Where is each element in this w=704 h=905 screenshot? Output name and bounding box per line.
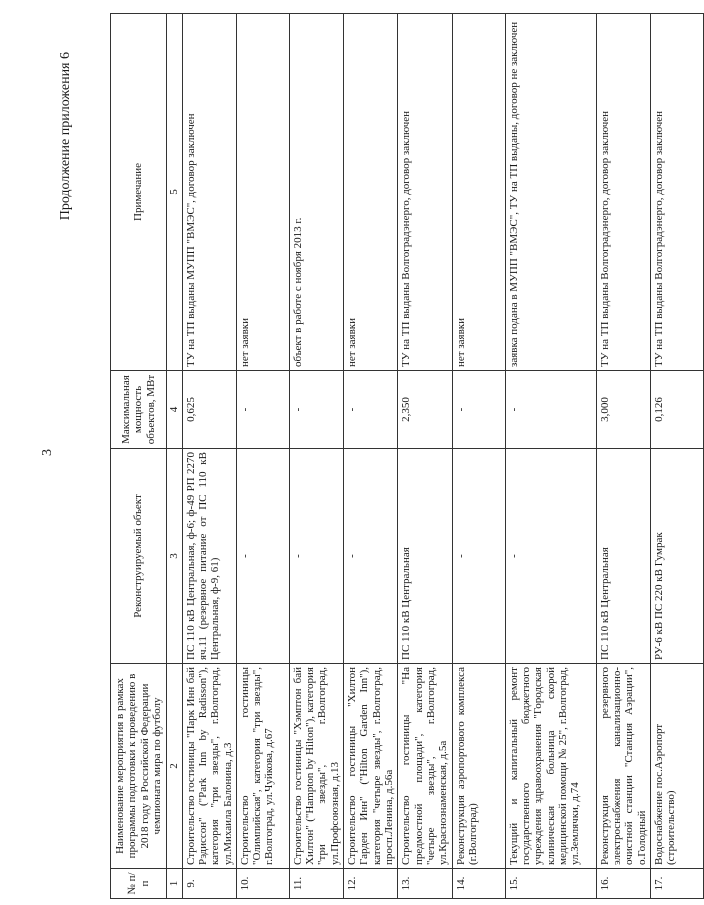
- object-cell: -: [344, 449, 398, 664]
- power-cell: 2,350: [398, 371, 452, 449]
- note-cell: ТУ на ТП выданы Волгоградэнерго, договор заключен: [650, 14, 703, 371]
- appendix-table: [110, 13, 704, 899]
- power-cell: 0,126: [650, 371, 703, 449]
- note-cell: ТУ на ТП выданы Волгоградэнерго, договор заключен: [596, 14, 650, 371]
- row-number: 14.: [452, 869, 505, 899]
- row-number: 15.: [505, 869, 596, 899]
- note-cell: ТУ на ТП выданы МУПП "ВМЭС", договор заключен: [182, 14, 236, 371]
- object-cell: ПС 110 кВ Центральная: [596, 449, 650, 664]
- event-name-cell: Реконструкция аэропортового комплекса (г.Волгоград): [452, 664, 505, 869]
- power-cell: -: [289, 371, 343, 449]
- table-row: [182, 14, 236, 899]
- column-number: 4: [167, 371, 182, 449]
- object-cell: ПС 110 кВ Центральная: [398, 449, 452, 664]
- header-number: № п/п: [111, 869, 167, 899]
- continuation-label: Продолжение приложения 6: [58, 52, 73, 221]
- note-cell: заявка подана в МУПП "ВМЭС", ТУ на ТП выданы, договор не заключен: [505, 14, 596, 371]
- note-cell: нет заявки: [344, 14, 398, 371]
- note-cell: нет заявки: [236, 14, 289, 371]
- column-number: 3: [167, 449, 182, 664]
- object-cell: -: [505, 449, 596, 664]
- note-cell: ТУ на ТП выданы Волгоградэнерго, договор заключен: [398, 14, 452, 371]
- column-number: 5: [167, 14, 182, 371]
- table-row: [596, 14, 650, 899]
- power-cell: 0,625: [182, 371, 236, 449]
- header-event-name: Наименование мероприятия в рамках программы подготовки к проведению в 2018 году в Российской Федерации чемпионата мира по футболу: [111, 664, 167, 869]
- event-name-cell: Строительство гостиницы "Хэмптон бай Хилтон" ("Hampton by Hilton"), категория "три звезды", г.Волгоград, ул.Профсоюзная, д.13: [289, 664, 343, 869]
- page-number: 3: [40, 449, 55, 456]
- header-object: Реконструируемый объект: [111, 449, 167, 664]
- row-number: 16.: [596, 869, 650, 899]
- table-row: [452, 14, 505, 899]
- column-number: 1: [167, 869, 182, 899]
- object-cell: ПС 110 кВ Центральная, ф-6; ф-49 РП 2270 яч.11 (резервное питание от ПС 110 кВ Центральная, ф-9, 61): [182, 449, 236, 664]
- power-cell: -: [344, 371, 398, 449]
- column-number: 2: [167, 664, 182, 869]
- power-cell: 3,000: [596, 371, 650, 449]
- object-cell: -: [452, 449, 505, 664]
- event-name-cell: Строительство гостиницы "Парк Инн бай Рэдиссон" ("Park Inn by Radisson"), категория "три звезды", г.Волгоград, ул.Михаила Балонина, д.3: [182, 664, 236, 869]
- table-row: [650, 14, 703, 899]
- table-row: [344, 14, 398, 899]
- row-number: 11.: [289, 869, 343, 899]
- event-name-cell: Реконструкция резервного электроснабжения канализационно-очистной станции "Станция Аэрации", о.Голодный: [596, 664, 650, 869]
- power-cell: -: [236, 371, 289, 449]
- object-cell: -: [289, 449, 343, 664]
- power-cell: -: [505, 371, 596, 449]
- power-cell: -: [452, 371, 505, 449]
- table-row: [289, 14, 343, 899]
- table-row: [236, 14, 289, 899]
- header-max-power: Максимальная мощность объектов, МВт: [111, 371, 167, 449]
- object-cell: РУ-6 кВ ПС 220 кВ Гумрак: [650, 449, 703, 664]
- event-name-cell: Строительство гостиницы "Олимпийская", категория "три звезды", г.Волгоград, ул.Чуйкова, д.67: [236, 664, 289, 869]
- row-number: 12.: [344, 869, 398, 899]
- table-header-row: [111, 14, 167, 899]
- row-number: 9.: [182, 869, 236, 899]
- event-name-cell: Водоснабжение пос.Аэропорт (строительство): [650, 664, 703, 869]
- table-row: [398, 14, 452, 899]
- row-number: 17.: [650, 869, 703, 899]
- note-cell: нет заявки: [452, 14, 505, 371]
- event-name-cell: Текущий и капитальный ремонт государственного бюджетного учреждения здравоохранения "Городская клиническая больница скорой медицинской помощи № 25", г.Волгоград, ул.Землячки, д.74: [505, 664, 596, 869]
- event-name-cell: Строительство гостиницы "На предмостной площади", категория "четыре звезды", г.Волгоград, ул.Краснознаменская, д.5а: [398, 664, 452, 869]
- row-number: 13.: [398, 869, 452, 899]
- event-name-cell: Строительство гостиницы "Хилтон Гарден Инн" ("Hilton Garden Inn"), категория "четыре звезды", г.Волгоград, просп.Ленина, д.56а: [344, 664, 398, 869]
- table-row: [505, 14, 596, 899]
- object-cell: -: [236, 449, 289, 664]
- header-note: Примечание: [111, 14, 167, 371]
- row-number: 10.: [236, 869, 289, 899]
- column-number-row: [167, 14, 182, 899]
- note-cell: объект в работе с ноября 2013 г.: [289, 14, 343, 371]
